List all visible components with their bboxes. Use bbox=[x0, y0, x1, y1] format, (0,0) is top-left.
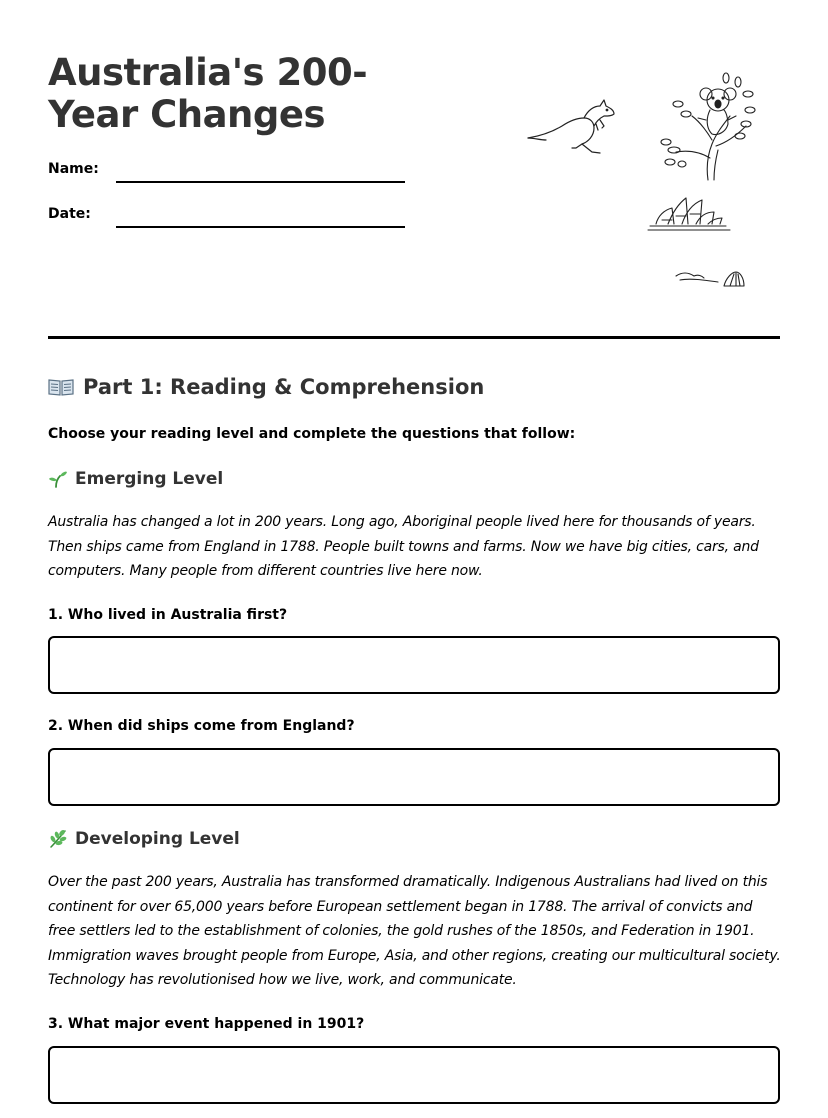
herb-icon bbox=[48, 829, 68, 849]
question-3: 3. What major event happened in 1901? bbox=[48, 1016, 365, 1032]
instructions: Choose your reading level and complete the questions that follow: bbox=[48, 426, 576, 442]
name-label: Name: bbox=[48, 161, 99, 177]
beach-icon bbox=[674, 264, 748, 292]
emerging-passage: Australia has changed a lot in 200 years. Long ago, Aboriginal people lived here for thousands of years. Then ships came from England in 1788. People built towns and farms. Now we have big cities, cars, and computers. Many people from different countries live here now. bbox=[48, 514, 759, 579]
section-divider bbox=[48, 336, 780, 339]
answer-box-3[interactable] bbox=[48, 1046, 780, 1104]
open-book-icon bbox=[48, 377, 74, 397]
emerging-heading-text: Emerging Level bbox=[75, 469, 224, 489]
question-2: 2. When did ships come from England? bbox=[48, 718, 355, 734]
kangaroo-icon bbox=[526, 96, 618, 156]
part1-heading bbox=[48, 375, 484, 399]
date-field[interactable] bbox=[116, 226, 405, 228]
developing-passage: Over the past 200 years, Australia has transformed dramatically. Indigenous Australians had lived on this continent for over 65,000 years before European settlement began in 1788. The arrival of convicts and free settlers led to the establishment of colonies, the gold rushes of the 1850s, and Federation in 1901. Immigration waves brought people from Europe, Asia, and other regions, creating our multicultural society. Technology has revolutionised how we live, work, and communicate. bbox=[48, 874, 781, 988]
date-label: Date: bbox=[48, 206, 91, 222]
answer-box-2[interactable] bbox=[48, 748, 780, 806]
emerging-heading bbox=[48, 469, 223, 489]
seedling-icon bbox=[48, 469, 68, 489]
developing-heading bbox=[48, 829, 240, 849]
answer-box-1[interactable] bbox=[48, 636, 780, 694]
developing-heading-text: Developing Level bbox=[75, 829, 240, 849]
name-field[interactable] bbox=[116, 181, 405, 183]
worksheet-title: Australia's 200-Year Changes bbox=[48, 51, 368, 136]
question-1: 1. Who lived in Australia first? bbox=[48, 607, 288, 623]
koala-tree-icon bbox=[656, 70, 758, 182]
part1-heading-text: Part 1: Reading & Comprehension bbox=[83, 375, 485, 399]
opera-house-icon bbox=[646, 194, 732, 234]
